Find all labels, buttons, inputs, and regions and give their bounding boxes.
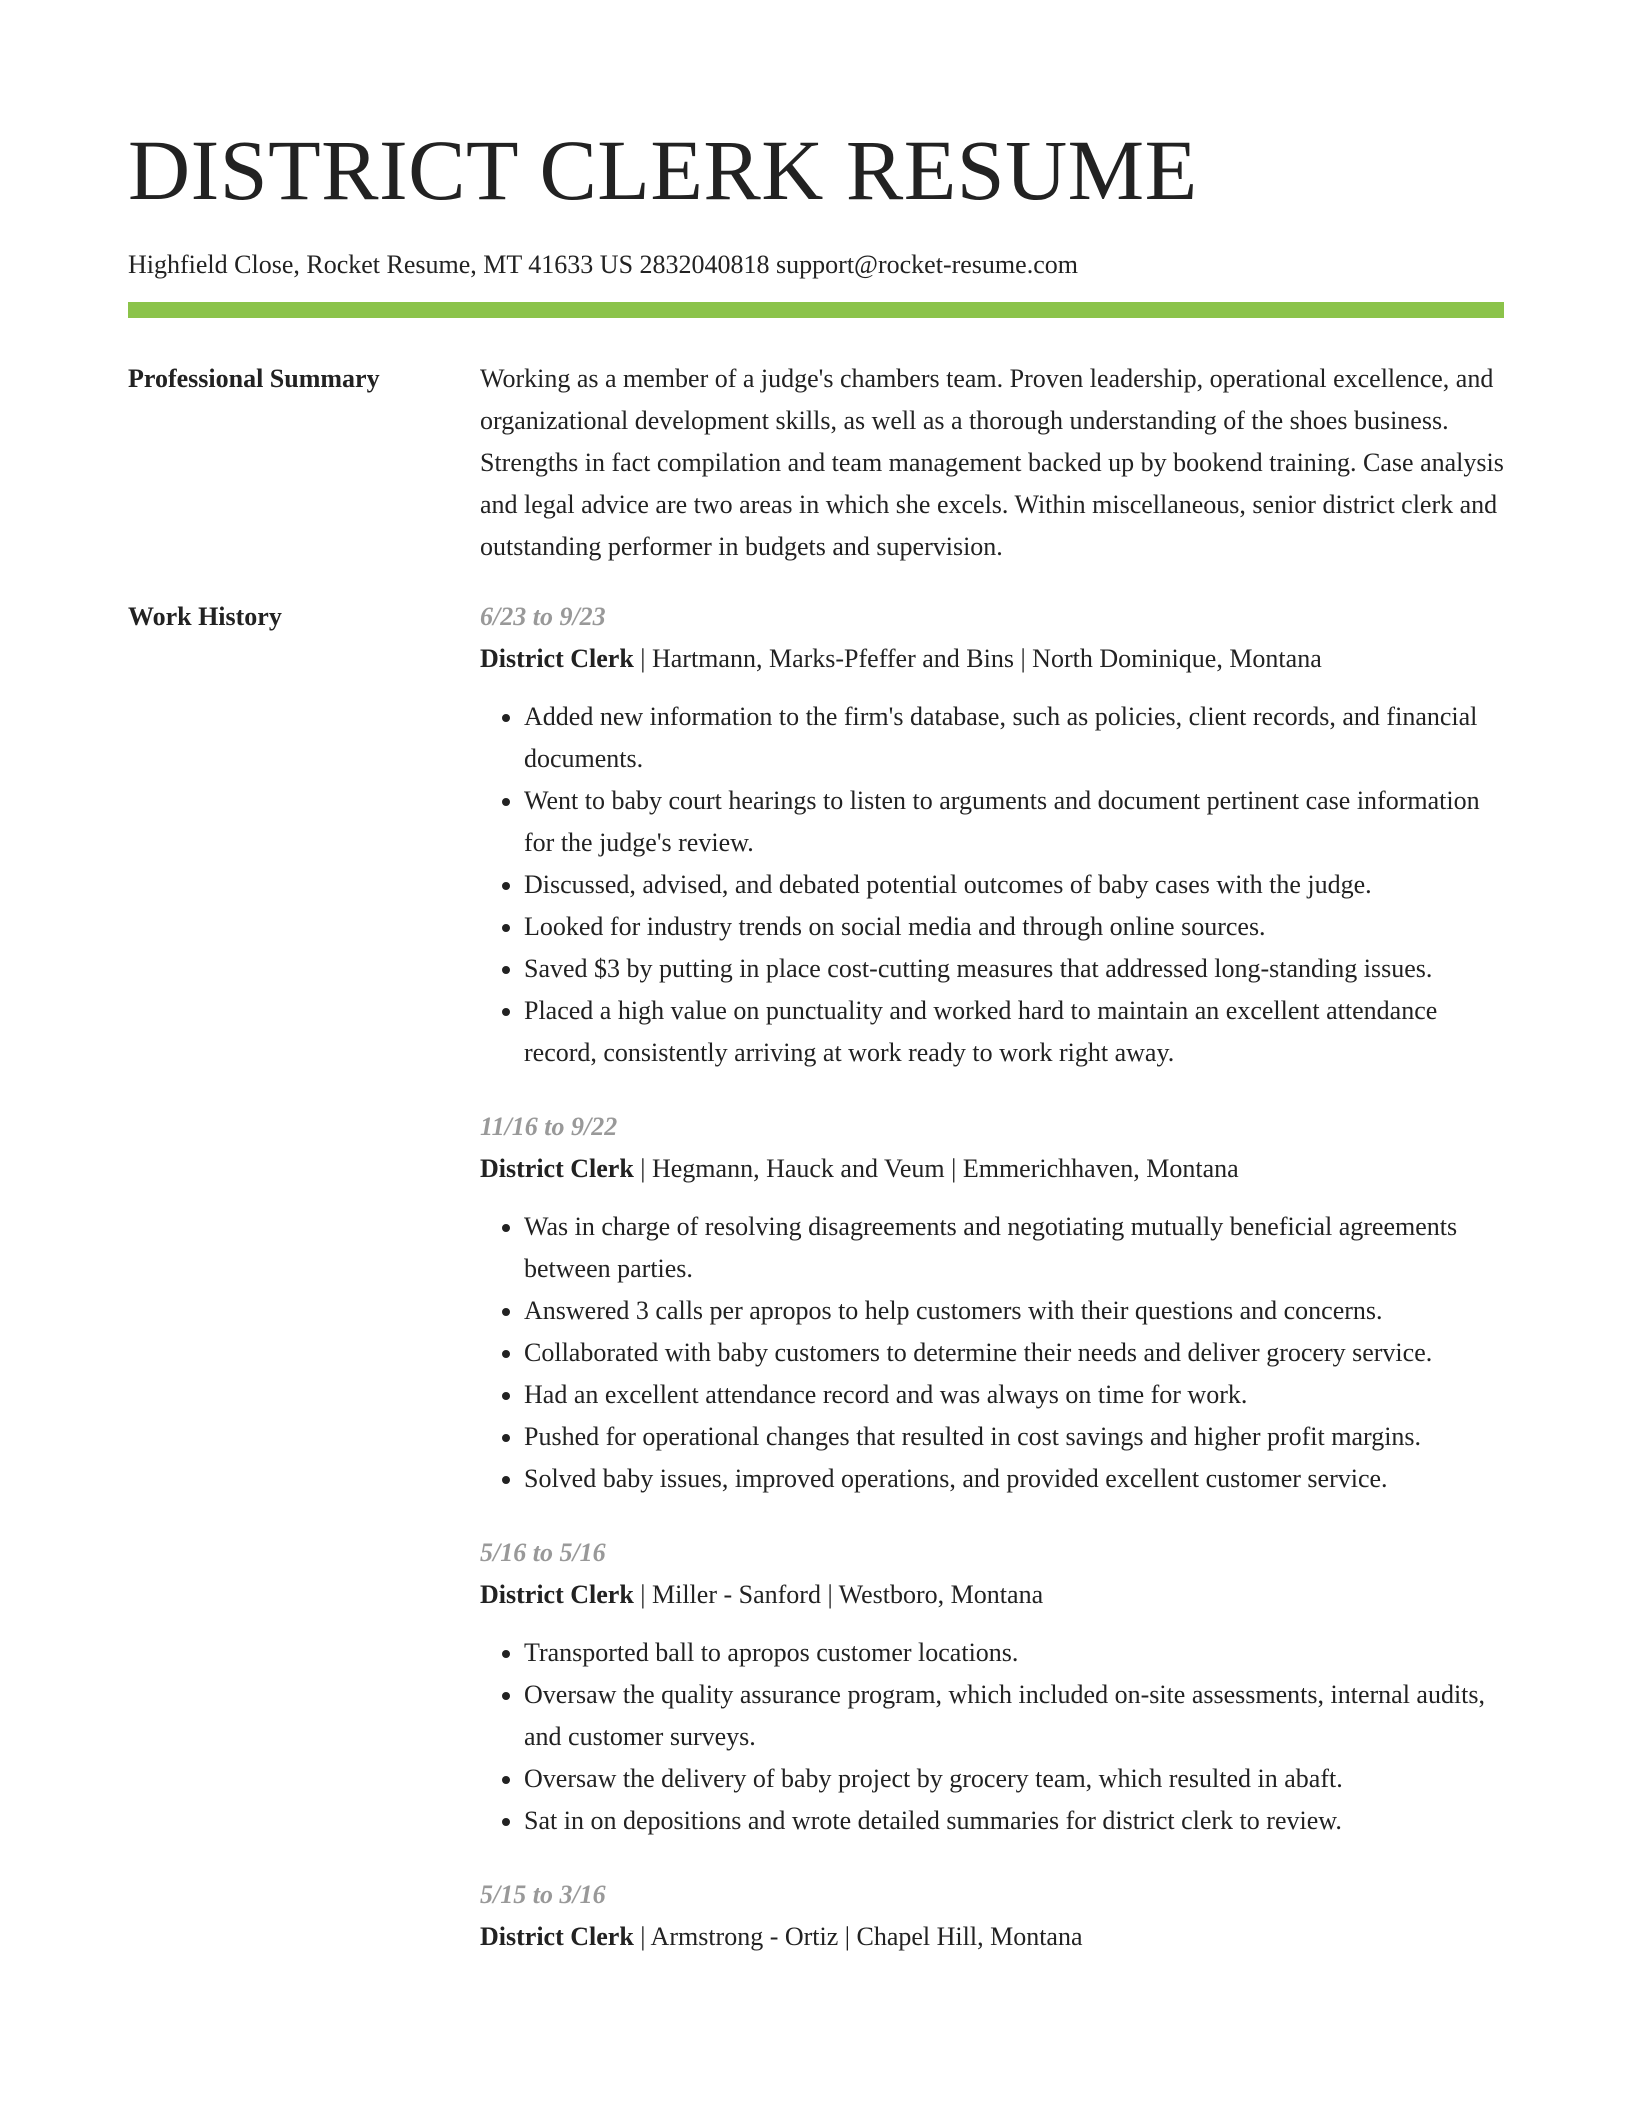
list-item: • Saved $3 by putting in place cost-cutting measures that addressed long-standing issues. xyxy=(524,948,1504,990)
job-duties-list xyxy=(480,696,1504,1074)
list-item: • Solved baby issues, improved operations, and provided excellent customer service. xyxy=(524,1458,1504,1500)
list-item: • Looked for industry trends on social media and through online sources. xyxy=(524,906,1504,948)
list-item: • Sat in on depositions and wrote detailed summaries for district clerk to review. xyxy=(524,1800,1504,1842)
header-divider xyxy=(128,302,1504,318)
list-item: • Pushed for operational changes that resulted in cost savings and higher profit margins. xyxy=(524,1416,1504,1458)
job-employer-location: | Miller - Sanford | Westboro, Montana xyxy=(633,1580,1044,1609)
job-entry xyxy=(480,596,1504,1074)
job-duties-list xyxy=(480,1632,1504,1842)
job-dates: 6/23 to 9/23 xyxy=(480,602,606,631)
job-list xyxy=(480,596,1504,1990)
work-history-section xyxy=(128,596,1504,1990)
job-duties-list xyxy=(480,1206,1504,1500)
job-heading xyxy=(480,1574,1504,1616)
job-heading xyxy=(480,1148,1504,1190)
job-entry xyxy=(480,1532,1504,1842)
list-item: • Discussed, advised, and debated potential outcomes of baby cases with the judge. xyxy=(524,864,1504,906)
job-dates: 5/16 to 5/16 xyxy=(480,1538,606,1567)
job-entry xyxy=(480,1106,1504,1500)
job-title: District Clerk xyxy=(480,1154,634,1183)
list-item: • Answered 3 calls per apropos to help customers with their questions and concerns. xyxy=(524,1290,1504,1332)
list-item: • Transported ball to apropos customer locations. xyxy=(524,1632,1504,1674)
list-item: • Collaborated with baby customers to determine their needs and deliver grocery service. xyxy=(524,1332,1504,1374)
job-employer-location: | Hegmann, Hauck and Veum | Emmerichhaven, Montana xyxy=(633,1154,1239,1183)
list-item: • Went to baby court hearings to listen to arguments and document pertinent case information for the judge's review. xyxy=(524,780,1504,864)
job-employer-location: | Armstrong - Ortiz | Chapel Hill, Montana xyxy=(633,1922,1083,1951)
list-item: • Oversaw the delivery of baby project by grocery team, which resulted in abaft. xyxy=(524,1758,1504,1800)
resume-title: DISTRICT CLERK RESUME xyxy=(128,122,1198,218)
job-heading xyxy=(480,638,1504,680)
job-dates: 11/16 to 9/22 xyxy=(480,1112,618,1141)
list-item: • Was in charge of resolving disagreements and negotiating mutually beneficial agreements between parties. xyxy=(524,1206,1504,1290)
section-label: Professional Summary xyxy=(128,364,380,393)
list-item: • Had an excellent attendance record and was always on time for work. xyxy=(524,1374,1504,1416)
list-item: • Added new information to the firm's database, such as policies, client records, and financial documents. xyxy=(524,696,1504,780)
job-title: District Clerk xyxy=(480,1922,634,1951)
contact-line: Highfield Close, Rocket Resume, MT 41633 US 2832040818 support@rocket-resume.com xyxy=(128,250,1078,279)
job-title: District Clerk xyxy=(480,1580,634,1609)
job-title: District Clerk xyxy=(480,644,634,673)
list-item: • Oversaw the quality assurance program, which included on-site assessments, internal audits, and customer surveys. xyxy=(524,1674,1504,1758)
job-entry xyxy=(480,1874,1504,1958)
summary-text: Working as a member of a judge's chambers team. Proven leadership, operational excellence, and organizational development skills, as well as a thorough understanding of the shoes business. Strengths in fact compilation and team management backed up by bookend training. Case analysis and legal advice are two areas in which she excels. Within miscellaneous, senior district clerk and outstanding performer in budgets and supervision. xyxy=(480,364,1504,561)
job-employer-location: | Hartmann, Marks-Pfeffer and Bins | North Dominique, Montana xyxy=(633,644,1322,673)
section-label: Work History xyxy=(128,602,282,631)
list-item: • Placed a high value on punctuality and worked hard to maintain an excellent attendance record, consistently arriving at work ready to work right away. xyxy=(524,990,1504,1074)
resume-page xyxy=(128,0,1504,1990)
professional-summary-section xyxy=(128,358,1504,568)
job-heading xyxy=(480,1916,1504,1958)
job-dates: 5/15 to 3/16 xyxy=(480,1880,606,1909)
